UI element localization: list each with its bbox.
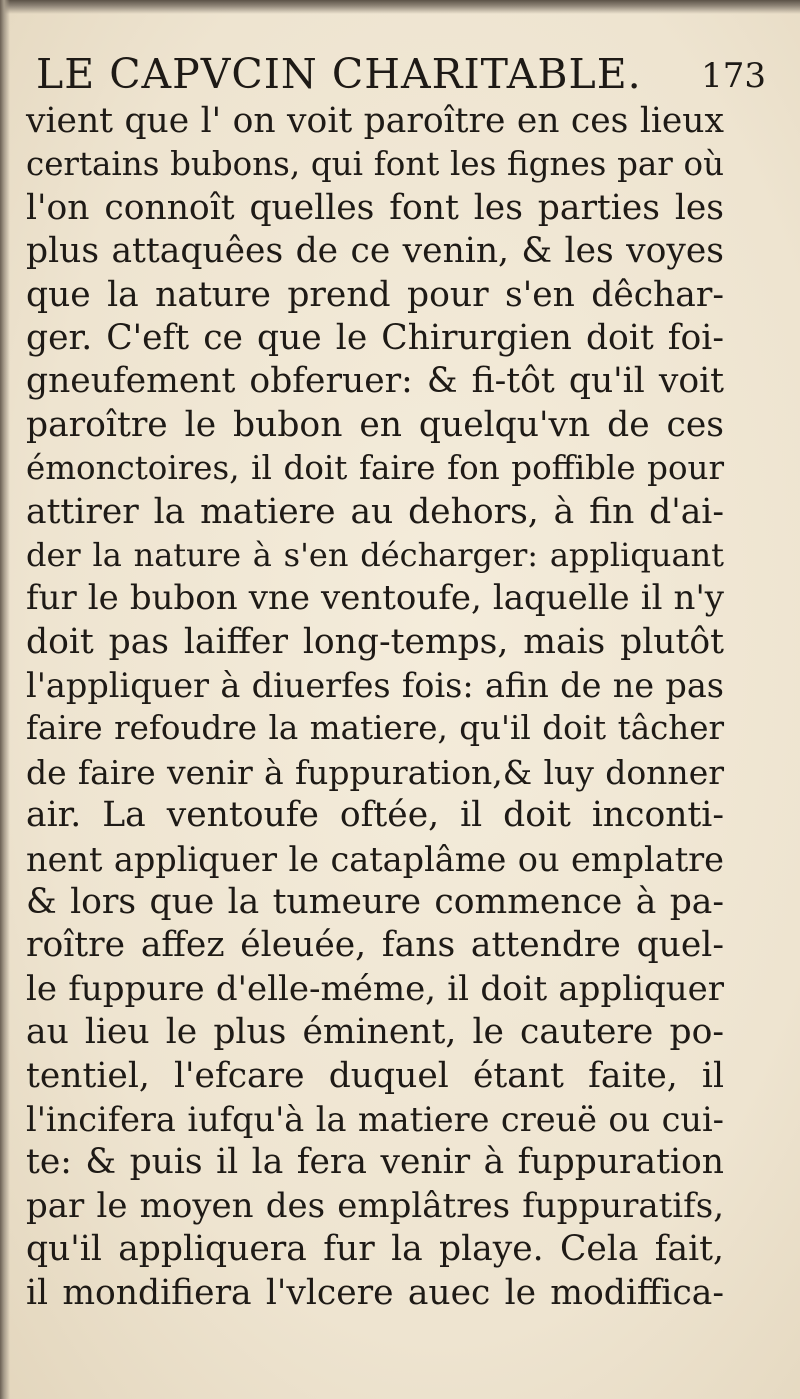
page-left-edge [0, 0, 10, 1399]
text-line: fur le bubon vne ventoufe, laquelle il n'y [26, 578, 724, 619]
text-line: l'appliquer à diuerfes fois: afin de ne pas [26, 666, 724, 706]
text-line: der la nature à s'en décharger: appliquant [26, 535, 724, 574]
text-line: faire refoudre la matiere, qu'il doit tâcher [26, 709, 724, 748]
text-line: te: & puis il la fera venir à fuppuration [26, 1142, 724, 1183]
text-line: doit pas laiffer long-temps, mais plutôt [26, 621, 724, 662]
running-title: LE CAPVCIN CHARITABLE. [36, 50, 642, 98]
page-number: 173 [701, 56, 766, 96]
page-header [36, 44, 766, 104]
text-line: l'incifera iufqu'à la matiere creuë ou cui- [26, 1099, 724, 1139]
text-line: le fuppure d'elle-méme, il doit appliquer [26, 968, 724, 1009]
text-line: & lors que la tumeure commence à pa- [26, 882, 724, 923]
text-line: certains bubons, qui font les fignes par où [26, 145, 724, 184]
text-line: attirer la matiere au dehors, à fin d'ai- [26, 491, 724, 532]
text-line: l'on connoît quelles font les parties les [26, 187, 724, 228]
page-top-edge [0, 0, 800, 14]
text-line: nent appliquer le cataplâme ou emplatre [26, 839, 724, 879]
body-text [26, 100, 724, 1315]
text-line: tentiel, l'efcare duquel étant faite, il [26, 1055, 724, 1096]
text-line: il mondifiera l'vlcere auec le modiffica- [26, 1272, 724, 1313]
text-line: roître affez éleuée, fans attendre quel- [26, 925, 724, 966]
text-line: ger. C'eft ce que le Chirurgien doit foi- [26, 317, 724, 358]
text-line: gneufement obferuer: & fi-tôt qu'il voit [26, 361, 724, 402]
text-line: que la nature prend pour s'en dêchar- [26, 274, 724, 315]
text-line: au lieu le plus éminent, le cautere po- [26, 1012, 724, 1053]
text-line: plus attaquêes de ce venin, & les voyes [26, 231, 724, 272]
text-line: air. La ventoufe oftée, il doit inconti- [26, 795, 724, 836]
text-line: par le moyen des emplâtres fuppuratifs, [26, 1185, 724, 1226]
text-line: vient que l' on voit paroître en ces lieux [26, 101, 724, 141]
text-line: qu'il appliquera fur la playe. Cela fait, [26, 1229, 724, 1270]
text-line: de faire venir à fuppuration,& luy donner [26, 752, 724, 792]
text-line: émonctoires, il doit faire fon poffible pour [26, 449, 724, 488]
text-line: paroître le bubon en quelqu'vn de ces [26, 404, 724, 445]
